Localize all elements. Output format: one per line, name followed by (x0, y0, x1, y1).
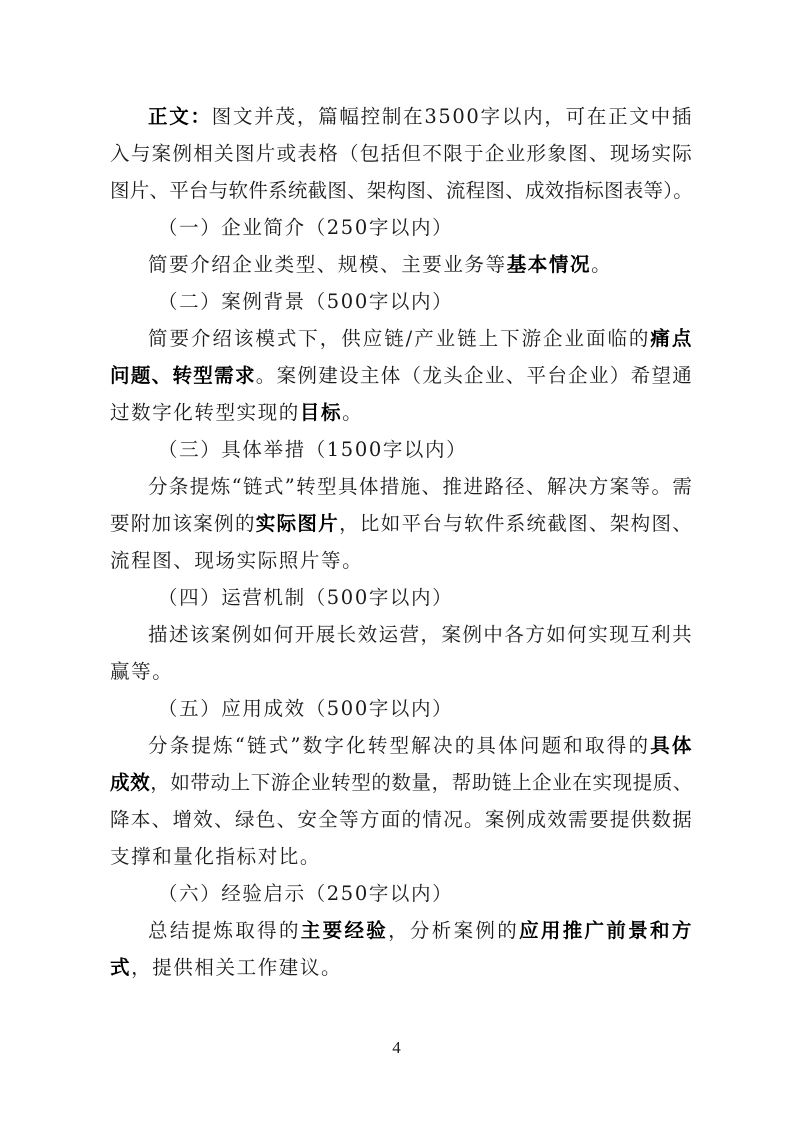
section-1-heading: （一）企业简介（250字以内） (158, 216, 454, 239)
section-3-heading: （三）具体举措（1500字以内） (158, 438, 468, 461)
text-run: 。 (342, 401, 364, 424)
text-run: 要附加该案例的 (110, 512, 256, 535)
bold-run: 主要经验 (300, 919, 389, 942)
section-1-line-1 (148, 246, 693, 283)
bold-run: 应用推广前景和方 (519, 919, 693, 942)
text-run: 。案例建设主体（龙头企业、平台企业）希望通 (255, 364, 693, 387)
section-5-line-2 (110, 764, 693, 801)
text-run: 简要介绍该模式下，供应链/产业链上下游企业面临的 (148, 327, 651, 350)
intro-line-3: 图片、平台与软件系统截图、架构图、流程图、成效指标图表等）。 (110, 179, 693, 202)
section-6-line-1 (148, 912, 693, 949)
intro-line-1 (148, 98, 693, 135)
section-6-line-2 (110, 949, 693, 986)
intro-text: 图文并茂，篇幅控制在3500字以内，可在正文中插 (211, 105, 693, 128)
bold-run: 式 (110, 956, 132, 979)
text-run: 。 (591, 253, 613, 276)
intro-line-2: 入与案例相关图片或表格（包括但不限于企业形象图、现场实际 (110, 142, 693, 165)
section-2-line-1 (148, 320, 693, 357)
page-number: 4 (392, 1038, 401, 1057)
section-5-heading: （五）应用成效（500字以内） (158, 697, 454, 720)
text-run: ，分析案例的 (388, 919, 520, 942)
bold-run: 成效 (110, 771, 151, 794)
bold-run: 具体 (650, 734, 694, 757)
section-4-heading: （四）运营机制（500字以内） (158, 586, 454, 609)
section-4-line-1: 描述该案例如何开展长效运营，案例中各方如何实现互利共 (148, 623, 693, 646)
section-2-line-2 (110, 357, 693, 394)
section-5-line-4: 支撑和量化指标对比。 (110, 845, 322, 868)
bold-run: 问题、转型需求 (110, 364, 256, 387)
bold-run: 基本情况 (506, 253, 592, 276)
section-2-heading: （二）案例背景（500字以内） (158, 290, 454, 313)
bold-run: 实际图片 (255, 512, 340, 535)
text-run: 总结提炼取得的 (148, 919, 301, 942)
section-5-line-3: 降本、增效、绿色、安全等方面的情况。案例成效需要提供数据 (110, 808, 693, 831)
text-run: ，如带动上下游企业转型的数量，帮助链上企业在实现提质、 (150, 771, 694, 794)
bold-run: 目标 (299, 401, 343, 424)
text-run: 简要介绍企业类型、规模、主要业务等 (148, 253, 507, 276)
section-3-line-1: 分条提炼“链式”转型具体措施、推进路径、解决方案等。需 (148, 475, 694, 498)
intro-label: 正文： (148, 105, 212, 128)
bold-run: 痛点 (650, 327, 693, 350)
section-2-line-3 (110, 394, 693, 431)
section-3-line-2 (110, 505, 693, 542)
text-run: ，提供相关工作建议。 (131, 956, 343, 979)
section-6-heading: （六）经验启示（250字以内） (158, 882, 454, 905)
text-run: 分条提炼“链式”数字化转型解决的具体问题和取得的 (148, 734, 651, 757)
section-3-line-3: 流程图、现场实际照片等。 (110, 549, 364, 572)
section-5-line-1 (148, 727, 693, 764)
section-4-line-2: 赢等。 (110, 660, 174, 683)
text-run: 过数字化转型实现的 (110, 401, 300, 424)
text-run: ，比如平台与软件系统截图、架构图、 (339, 512, 693, 535)
